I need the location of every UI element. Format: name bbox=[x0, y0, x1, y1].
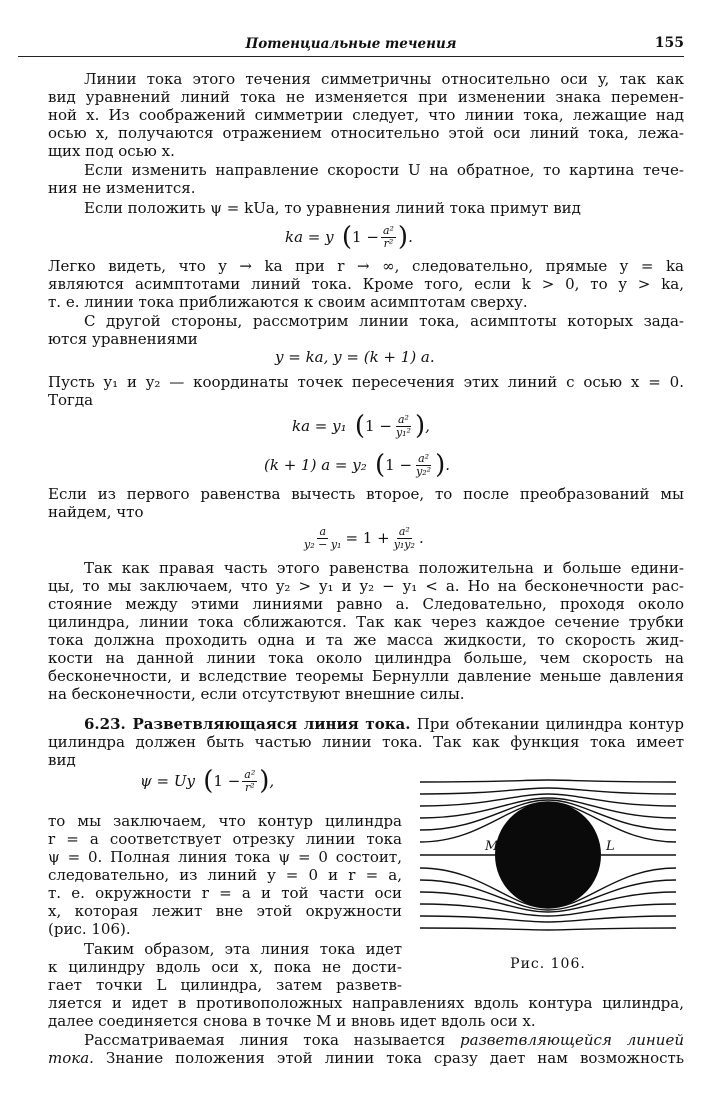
formula-y1 bbox=[292, 411, 430, 441]
formula-lhs: ka = y bbox=[285, 228, 334, 246]
text-line: кости на данной линии тока около цилиндра больше, чем скорость на bbox=[48, 649, 684, 667]
formula-lhs: ka = y₁ bbox=[292, 417, 347, 435]
formula-end: , bbox=[269, 772, 275, 790]
formula-end: , bbox=[425, 417, 430, 435]
text-line: ются уравнениями bbox=[48, 330, 198, 348]
formula-end: . bbox=[445, 456, 451, 474]
text-line: цилиндра должен быть частью линии тока. Так как функция тока имеет bbox=[48, 733, 684, 751]
paren-right: ) bbox=[414, 411, 426, 441]
fraction-denominator: y₁² bbox=[395, 425, 411, 439]
text-line: т. е. окружности r = a и той части оси bbox=[48, 884, 402, 902]
text-line: бесконечности, и вследствие теоремы Бернулли давление меньше давления bbox=[48, 667, 684, 685]
text-line: следовательно, из линий y = 0 и r = a, bbox=[48, 866, 402, 884]
streamline-diagram bbox=[415, 770, 681, 950]
one: 1 − bbox=[385, 456, 413, 474]
italic-term: тока. bbox=[48, 1049, 94, 1067]
paren-left: ( bbox=[346, 411, 366, 441]
paren-right: ) bbox=[259, 766, 270, 796]
text-line: Пусть y₁ и y₂ — координаты точек пересечения этих линий с осью x = 0. bbox=[48, 373, 684, 391]
fraction-denominator: y₁y₂ bbox=[393, 537, 415, 551]
formula-mid: = 1 + bbox=[345, 529, 390, 547]
text-line: осью x, получаются отражением относительно этой оси линий тока, лежа- bbox=[48, 124, 684, 142]
streamline bbox=[420, 780, 676, 782]
text-line: щих под осью x. bbox=[48, 142, 175, 160]
text-line: Легко видеть, что y → ka при r → ∞, следовательно, прямые y = ka bbox=[48, 257, 684, 275]
one: 1 − bbox=[213, 772, 241, 790]
text-line: ψ = 0. Полная линия тока ψ = 0 состоит, bbox=[48, 848, 402, 866]
text-line: x, которая лежит вне этой окружности bbox=[48, 902, 402, 920]
text-line: стояние между этими линиями равно a. Следовательно, проходя около bbox=[48, 595, 684, 613]
one: 1 − bbox=[352, 228, 379, 246]
text-line: Так как правая часть этого равенства положительна и больше едини- bbox=[84, 559, 684, 577]
italic-term: разветвляющейся линией bbox=[460, 1031, 684, 1049]
text-line: являются асимптотами линий тока. Кроме того, если k > 0, то y > ka, bbox=[48, 275, 684, 293]
text-line: Если положить ψ = kUa, то уравнения линий тока примут вид bbox=[84, 199, 581, 217]
formula-end: . bbox=[418, 529, 424, 547]
streamline bbox=[420, 928, 676, 930]
fraction-left bbox=[302, 526, 343, 551]
paren-left: ( bbox=[333, 222, 353, 252]
page-number: 155 bbox=[654, 35, 684, 51]
fraction-numerator: a² bbox=[382, 223, 394, 237]
text-line: на бесконечности, если отсутствуют внешние силы. bbox=[48, 685, 465, 703]
text-line bbox=[84, 1031, 684, 1049]
formula-streamline bbox=[285, 222, 413, 252]
text-line: Если изменить направление скорости U на обратное, то картина тече- bbox=[84, 161, 684, 179]
fraction-numerator: a² bbox=[418, 451, 430, 465]
text-line: (рис. 106). bbox=[48, 920, 131, 938]
fraction-denominator: r² bbox=[244, 780, 255, 794]
formula-lhs: ψ = Uy bbox=[140, 772, 195, 790]
running-header bbox=[18, 34, 684, 57]
fraction-numerator: a bbox=[319, 524, 327, 538]
section-heading-rest: При обтекании цилиндра контур bbox=[416, 715, 684, 733]
figure-caption: Рис. 106. bbox=[510, 956, 586, 972]
text-line: цилиндра, линии тока сближаются. Так как через каждое сечение трубки bbox=[48, 613, 684, 631]
running-title: Потенциальные течения bbox=[245, 36, 457, 52]
fraction bbox=[414, 453, 433, 478]
fraction-denominator: y₂² bbox=[416, 464, 432, 478]
text-line: Линии тока этого течения симметричны относительно оси y, так как bbox=[84, 70, 684, 88]
formula-difference bbox=[300, 523, 424, 553]
fraction-denominator: r² bbox=[383, 236, 394, 250]
paren-left: ( bbox=[366, 450, 386, 480]
streamline bbox=[420, 788, 676, 794]
formula-text: y = ka, y = (k + 1) a. bbox=[275, 348, 435, 366]
formula-end: . bbox=[408, 228, 413, 246]
text-line: далее соединяется снова в точке M и вновь идет вдоль оси x. bbox=[48, 1012, 536, 1030]
figure-106 bbox=[415, 770, 681, 950]
text-line bbox=[48, 1049, 684, 1067]
text-line: тока должна проходить одна и та же масса жидкости, то скорость жид- bbox=[48, 631, 684, 649]
fraction-numerator: a² bbox=[244, 767, 256, 781]
fraction-denominator: y₂ − y₁ bbox=[304, 537, 342, 551]
text-line: Тогда bbox=[48, 391, 94, 409]
text-line: цы, то мы заключаем, что y₂ > y₁ и y₂ − y₁ < a. Но на бесконечности рас- bbox=[48, 577, 684, 595]
fraction-numerator: a² bbox=[398, 524, 410, 538]
formula-asymptotes bbox=[275, 342, 435, 372]
text-line: Если из первого равенства вычесть второе, то после преобразований мы bbox=[48, 485, 684, 503]
fraction-numerator: a² bbox=[397, 412, 409, 426]
fraction bbox=[381, 225, 396, 250]
fraction bbox=[242, 769, 257, 794]
text-line: т. е. линии тока приближаются к своим асимптотам сверху. bbox=[48, 293, 528, 311]
formula-stream-function bbox=[140, 766, 274, 796]
one: 1 − bbox=[365, 417, 392, 435]
text-run: Знание положения этой линии тока сразу дает нам возможность bbox=[105, 1049, 684, 1067]
text-line: вид bbox=[48, 751, 76, 769]
streamline bbox=[420, 916, 676, 922]
text-line: ляется и идет в противоположных направлениях вдоль контура цилиндра, bbox=[48, 994, 684, 1012]
text-line: гает точки L цилиндра, затем разветв- bbox=[48, 976, 402, 994]
text-line: С другой стороны, рассмотрим линии тока, асимптоты которых зада- bbox=[84, 312, 684, 330]
paren-right: ) bbox=[435, 450, 446, 480]
fraction bbox=[394, 414, 413, 439]
text-line: то мы заключаем, что контур цилиндра bbox=[48, 812, 402, 830]
formula-y2 bbox=[264, 450, 450, 480]
text-line: Таким образом, эта линия тока идет bbox=[84, 940, 402, 958]
text-line: найдем, что bbox=[48, 503, 144, 521]
fraction-right bbox=[392, 526, 417, 551]
section-heading: 6.23. Разветвляющаяся линия тока. bbox=[84, 715, 411, 733]
point-m-label: M bbox=[485, 839, 499, 854]
point-l-label: L bbox=[606, 839, 615, 854]
text-run: Рассматриваемая линия тока называется bbox=[84, 1031, 446, 1049]
paren-left: ( bbox=[194, 766, 214, 796]
section-heading-line bbox=[84, 715, 684, 733]
formula-lhs: (k + 1) a = y₂ bbox=[264, 456, 367, 474]
text-line: r = a соответствует отрезку линии тока bbox=[48, 830, 402, 848]
cylinder bbox=[495, 802, 601, 908]
paren-right: ) bbox=[397, 222, 409, 252]
text-line: ной x. Из соображений симметрии следует, что линии тока, лежащие над bbox=[48, 106, 684, 124]
text-line: ния не изменится. bbox=[48, 179, 196, 197]
text-line: вид уравнений линий тока не изменяется при изменении знака перемен- bbox=[48, 88, 684, 106]
text-line: к цилиндру вдоль оси x, пока не дости- bbox=[48, 958, 402, 976]
